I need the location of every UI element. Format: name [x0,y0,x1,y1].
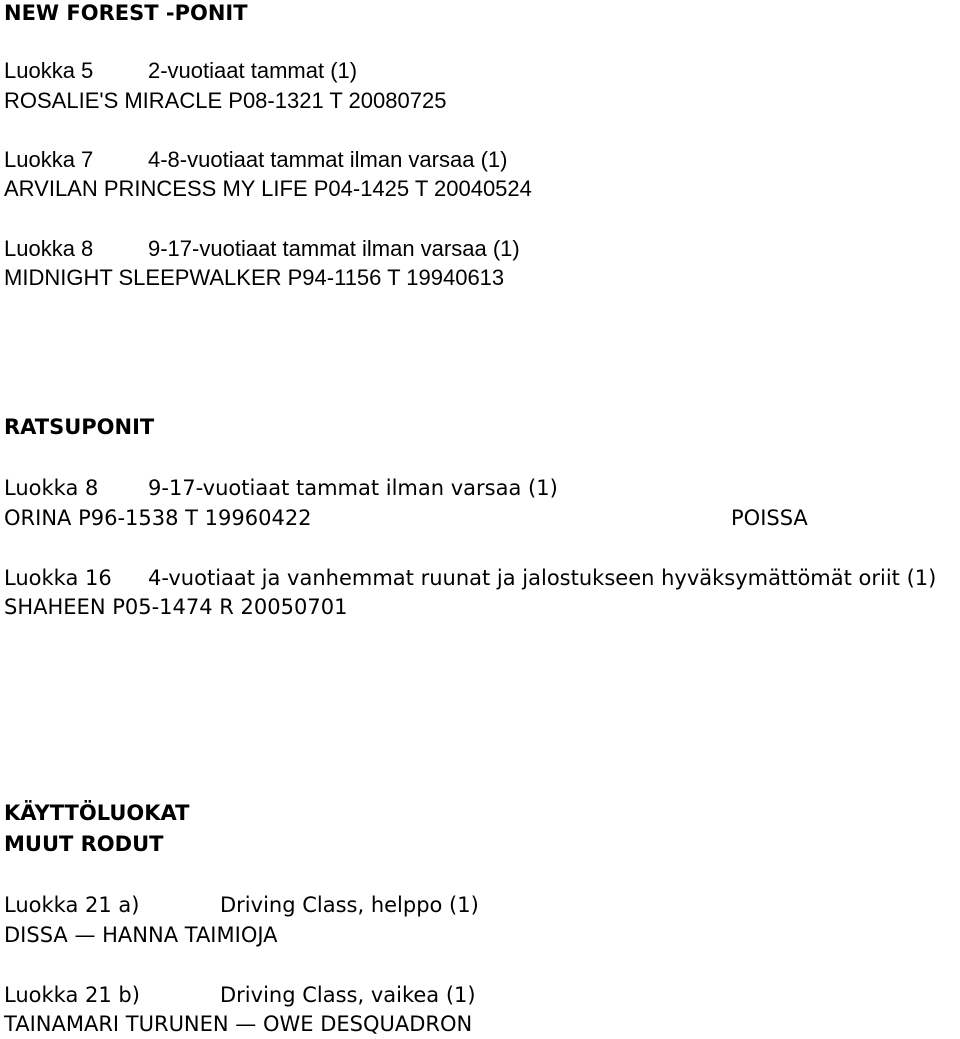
class-entry: ORINA P96-1538 T 19960422 [4,506,312,530]
class-header [4,565,937,591]
section-heading-ratsuponit: RATSUPONIT [4,415,155,439]
class-header [4,236,520,262]
class-entry: ROSALIE'S MIRACLE P08-1321 T 20080725 [4,88,447,113]
class-label: Luokka 21 a) [4,893,140,917]
class-description: 9-17-vuotiaat tammat ilman varsaa (1) [148,236,520,261]
class-entry-row [4,505,904,531]
class-label: Luokka 21 b) [4,983,140,1007]
class-description: 2-vuotiaat tammat (1) [148,58,358,83]
class-header [4,475,558,501]
section-heading-kayttoluokat: KÄYTTÖLUOKAT [4,801,190,825]
class-label: Luokka 5 [4,58,94,83]
class-entry: MIDNIGHT SLEEPWALKER P94-1156 T 19940613 [4,265,505,290]
section-subheading-muut-rodut: MUUT RODUT [4,832,164,856]
class-entry: TAINAMARI TURUNEN — OWE DESQUADRON [4,1012,473,1036]
class-description: 9-17-vuotiaat tammat ilman varsaa (1) [148,476,558,500]
class-header [4,892,479,918]
class-label: Luokka 8 [4,476,99,500]
class-entry: SHAHEEN P05-1474 R 20050701 [4,595,348,619]
class-description: 4-8-vuotiaat tammat ilman varsaa (1) [148,147,508,172]
class-description: 4-vuotiaat ja vanhemmat ruunat ja jalostukseen hyväksymättömät oriit (1) [148,566,937,590]
class-description: Driving Class, helppo (1) [220,893,479,917]
class-header [4,58,358,84]
section-heading-new-forest: NEW FOREST -PONIT [4,1,248,25]
status-absent: POISSA [731,506,808,530]
class-header [4,147,508,173]
class-description: Driving Class, vaikea (1) [220,983,476,1007]
class-label: Luokka 7 [4,147,94,172]
class-entry: ARVILAN PRINCESS MY LIFE P04-1425 T 20040524 [4,176,532,201]
class-entry: DISSA — HANNA TAIMIOJA [4,923,278,947]
class-label: Luokka 16 [4,566,112,590]
class-header [4,982,476,1008]
class-label: Luokka 8 [4,236,94,261]
